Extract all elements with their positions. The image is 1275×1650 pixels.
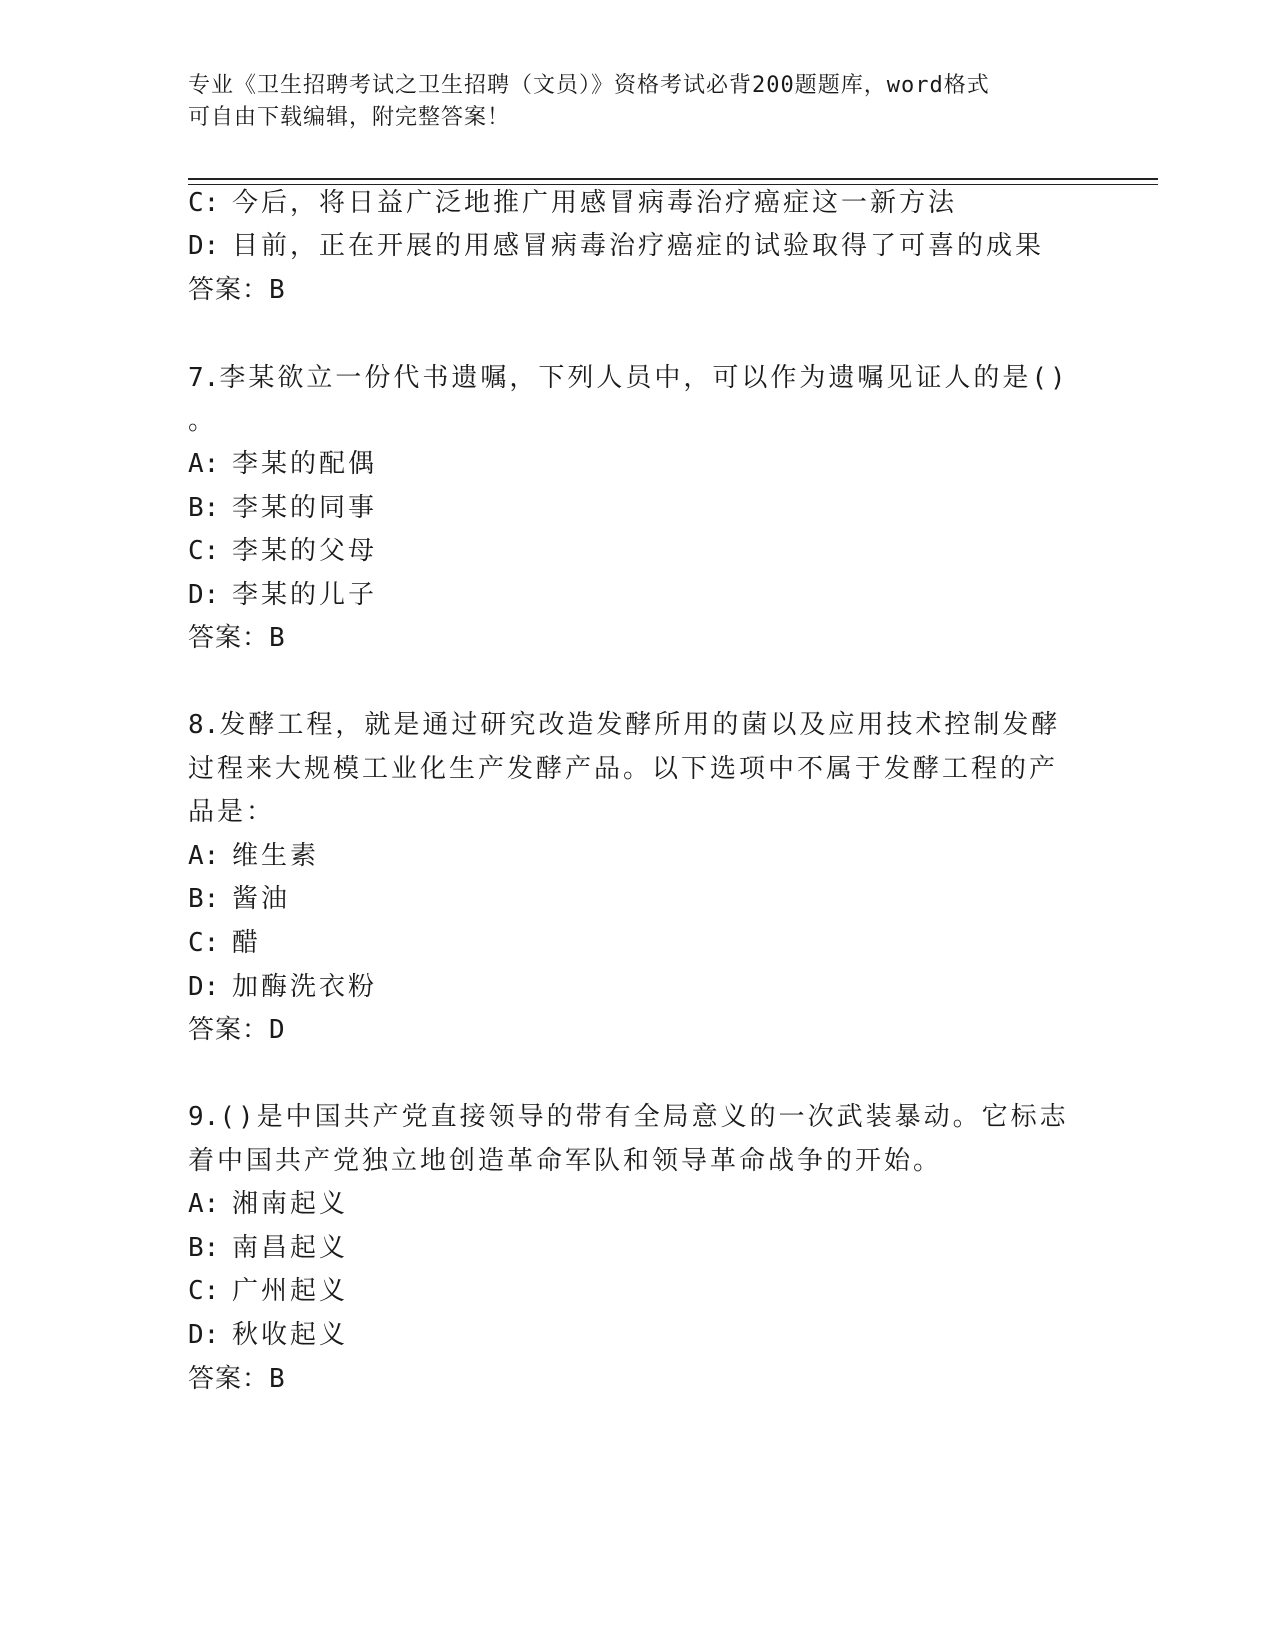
document-header (188, 70, 1068, 134)
q9-stem-line-2: 着中国共产党独立地创造革命军队和领导革命战争的开始。 (188, 1146, 943, 1176)
question-number: 7. (188, 363, 220, 393)
q9-option-b (188, 1231, 348, 1265)
option-label: A: (188, 449, 220, 479)
option-text: 加酶洗衣粉 (232, 972, 378, 1002)
option-label: A: (188, 1189, 220, 1219)
option-text: 李某的配偶 (232, 449, 378, 479)
q8-option-a (188, 839, 319, 873)
option-text: 湘南起义 (232, 1189, 349, 1219)
option-label: C: (188, 536, 220, 566)
option-text: 李某的儿子 (232, 580, 378, 610)
option-label: D: (188, 231, 220, 261)
q8-option-b (188, 882, 290, 916)
option-text: 秋收起义 (232, 1320, 349, 1350)
q6-answer: 答案：B (188, 275, 286, 305)
option-label: B: (188, 493, 220, 523)
header-line-1: 专业《卫生招聘考试之卫生招聘（文员）》资格考试必背200题题库，word格式 (188, 73, 990, 98)
header-divider-thick (188, 178, 1158, 180)
option-label: C: (188, 188, 220, 218)
q9-option-c (188, 1274, 348, 1308)
question-stem: ()是中国共产党直接领导的带有全局意义的一次武装暴动。它标志 (219, 1102, 1069, 1132)
option-label: C: (188, 928, 220, 958)
option-text: 醋 (232, 928, 262, 958)
option-text: 李某的同事 (232, 493, 378, 523)
q6-option-d (188, 229, 1044, 263)
q7-stem-line-2: 。 (188, 406, 218, 436)
option-text: 广州起义 (232, 1276, 349, 1306)
q8-stem-line-3: 品是： (188, 797, 276, 827)
option-text: 李某的父母 (232, 536, 378, 566)
option-label: D: (188, 1320, 220, 1350)
option-label: A: (188, 841, 220, 871)
question-number: 8. (188, 710, 220, 740)
q7-option-c (188, 534, 377, 568)
q9-option-a (188, 1187, 348, 1221)
q7-option-d (188, 578, 377, 612)
option-label: B: (188, 1233, 220, 1263)
option-label: D: (188, 580, 220, 610)
option-label: B: (188, 884, 220, 914)
q7-stem-line-1 (188, 361, 1069, 395)
q8-stem-line-2: 过程来大规模工业化生产发酵产品。以下选项中不属于发酵工程的产 (188, 754, 1059, 784)
q9-option-d (188, 1318, 348, 1352)
q8-stem-line-1 (188, 708, 1060, 742)
q7-answer: 答案：B (188, 623, 286, 653)
q8-option-d (188, 970, 377, 1004)
option-text: 酱油 (232, 884, 291, 914)
question-number: 9. (188, 1102, 220, 1132)
option-text: 今后，将日益广泛地推广用感冒病毒治疗癌症这一新方法 (232, 188, 958, 218)
header-line-2: 可自由下载编辑，附完整答案！ (188, 105, 511, 130)
option-text: 维生素 (232, 841, 320, 871)
q6-option-c (188, 186, 957, 220)
option-label: D: (188, 972, 220, 1002)
q9-stem-line-1 (188, 1100, 1069, 1134)
q9-answer: 答案：B (188, 1364, 286, 1394)
option-text: 目前，正在开展的用感冒病毒治疗癌症的试验取得了可喜的成果 (232, 231, 1045, 261)
q7-option-b (188, 491, 377, 525)
question-stem: 李某欲立一份代书遗嘱，下列人员中，可以作为遗嘱见证人的是() (219, 363, 1069, 393)
q8-answer: 答案：D (188, 1015, 286, 1045)
option-text: 南昌起义 (232, 1233, 349, 1263)
q7-option-a (188, 447, 377, 481)
option-label: C: (188, 1276, 220, 1306)
header-divider-thin (188, 184, 1158, 185)
q8-option-c (188, 926, 261, 960)
question-stem: 发酵工程，就是通过研究改造发酵所用的菌以及应用技术控制发酵 (219, 710, 1061, 740)
